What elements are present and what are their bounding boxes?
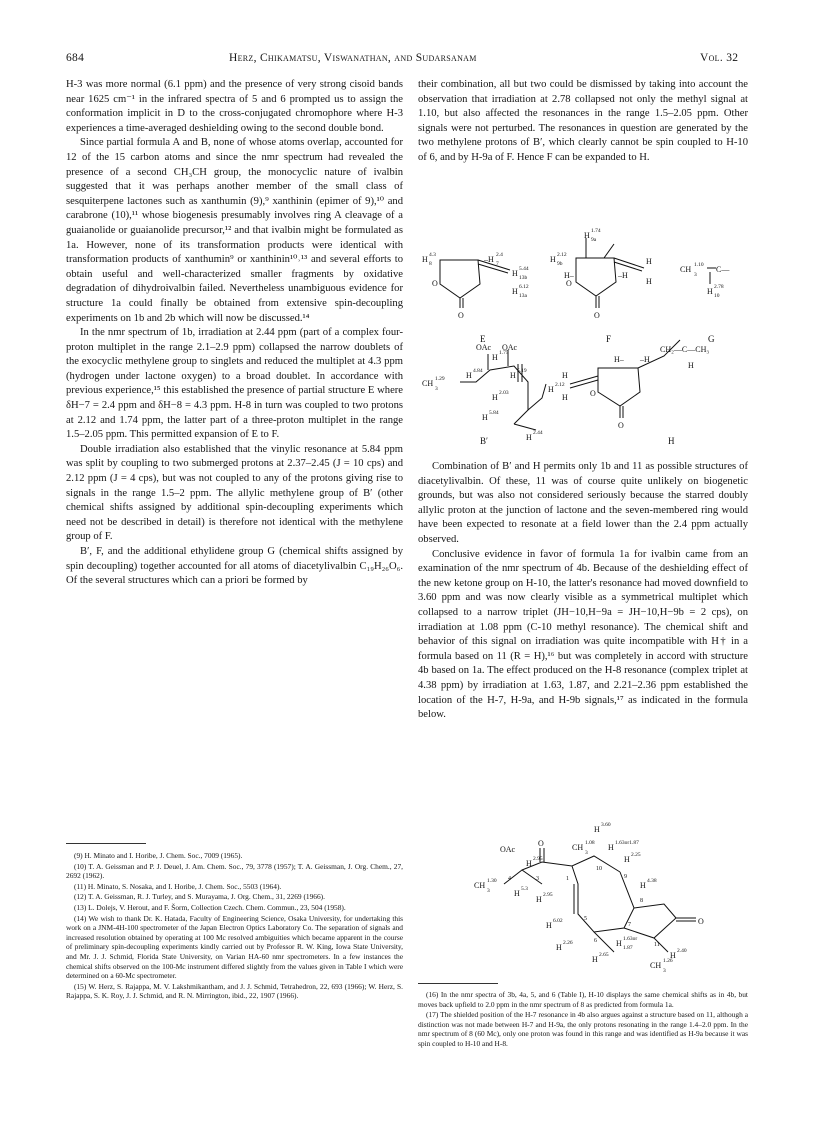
svg-text:1.63or: 1.63or [623,936,638,942]
svg-text:5.3: 5.3 [521,886,528,892]
svg-text:H: H [594,825,600,834]
svg-text:13b: 13b [519,275,528,281]
svg-text:1.26: 1.26 [663,958,673,964]
svg-text:O: O [538,839,544,848]
figure-label-bprime: B′ [480,436,488,446]
svg-text:1.10: 1.10 [694,262,704,268]
svg-text:O: O [432,279,438,288]
svg-text:H: H [624,855,630,864]
svg-text:3: 3 [435,386,438,392]
paragraph: In the nmr spectrum of 1b, irradiation at 2.44 ppm (part of a complex four-proton multiplet in the range 2.1–2.9 ppm) collapsed the narrow doublets of the exocyclic methylene group to singlets and reduced the multiplet at 4.3 ppm (hydrogen under lactone oxygen) to a broad doublet. In accordance with previous experience,¹⁵ this established the presence of partial structure E where δH−7 = 2.4 ppm and δH−8 = 4.3 ppm. H-8 in turn was coupled to two protons at 2.12 and 1.74 ppm, the latter part of a three-proton multiplet in the range 1.5–2.05 ppm. This permitted expansion of E to F. [66,327,403,441]
figure-label-g: G [708,334,715,344]
svg-text:O: O [590,389,596,398]
svg-text:2.03: 2.03 [499,390,509,396]
svg-text:H: H [482,413,488,422]
structures-figure [418,228,758,448]
svg-text:5.44: 5.44 [519,266,529,272]
svg-text:5.19: 5.19 [517,368,527,374]
svg-text:2.12: 2.12 [555,382,565,388]
svg-text:O: O [566,279,572,288]
footnotes-right [418,990,748,1050]
paragraph: Double irradiation also established that the vinylic resonance at 5.84 ppm was split by coupling to two submerged protons at 2.37–2.45 (J = 10 cps) and 2.12 ppm (J = 4 cps), but was not coupled to any of the protons giving rise to signals in the range 1.5–2 ppm. The allylic methylene group of B′ (other chemical shifts assigned by additional spin-decoupling experiments which need not be described in detail) is therefore not identical with the methylene group of F. [66,443,403,543]
svg-text:H: H [546,921,552,930]
svg-text:H: H [536,895,542,904]
footnote: (16) In the nmr spectra of 3b, 4a, 5, and 6 (Table I), H-10 displays the same chemical shifts as in 4b, but moves back upfield to 2.0 ppm in the nmr spectrum of 8 as predicted from formula 1a. [418,990,748,1009]
svg-text:H: H [562,371,568,380]
paragraph: Since partial formula A and B, none of whose atoms overlap, accounted for 12 of the 15 carbon atoms and since the nmr spectrum had revealed the presence of a second CH₃CH group, the monocyclic nature of ivalbin suggested that it was perhaps another member of the small class of sesquiterpene lactones such as xanthumin (9),⁹ xanthinin (epimer of 9),¹⁰ and carabrone (10),¹¹ whose biogenesis presumably involves ring A cleavage of a guaianolide or guaianolide precursor,¹² and that ivalbin might be formulated as 1a. However, none of its transformation products were identical with transformation products of xanthumin⁹ or xanthinin¹⁰˒¹³ and several efforts to obtain useful and well-characterized smaller fragments by oxidative degradation of dihydroivalbin failed. Nevertheless unambiguous evidence for structure 1a could finally be obtained from extensive spin-decoupling experiments on 1b and 2b which will now be discussed.¹⁴ [66,137,403,324]
svg-text:H: H [640,881,646,890]
svg-text:2.25: 2.25 [631,852,641,858]
svg-text:H: H [510,371,516,380]
right-column-mid [418,460,748,723]
svg-text:H: H [608,843,614,852]
svg-text:9: 9 [624,874,627,880]
svg-text:2.65: 2.65 [599,952,609,958]
svg-text:H–: H– [614,355,624,364]
footnote: (13) L. Dolejs, V. Herout, and F. Šorm, Collection Czech. Chem. Commun., 23, 504 (1958). [74,902,346,912]
svg-text:3: 3 [585,850,588,856]
svg-text:H: H [707,287,713,296]
page-number: 684 [66,52,85,64]
svg-text:O: O [594,311,600,320]
svg-text:OAc: OAc [500,845,516,854]
svg-text:6: 6 [594,938,597,944]
footnote: (9) H. Minato and I. Horibe, J. Chem. Soc., 7009 (1965). [74,851,243,860]
svg-text:H: H [670,951,676,960]
svg-text:1.63or1.87: 1.63or1.87 [615,840,639,846]
svg-text:H: H [584,231,590,240]
right-column-top [418,78,748,166]
svg-text:H: H [512,287,518,296]
svg-text:–H: –H [640,355,650,364]
svg-text:O: O [618,421,624,430]
svg-text:1.74: 1.74 [591,228,601,234]
svg-text:2.4: 2.4 [496,252,503,258]
svg-text:OAc: OAc [502,343,518,352]
structure-4b-figure [474,822,744,972]
svg-text:11: 11 [654,942,660,948]
footnotes-left [66,851,403,1002]
svg-text:6.02: 6.02 [553,918,563,924]
svg-text:8: 8 [429,261,432,267]
svg-text:H: H [562,393,568,402]
svg-text:7: 7 [496,261,499,267]
svg-text:1.75: 1.75 [499,350,509,356]
svg-text:10: 10 [596,866,602,872]
svg-text:–H: –H [484,255,494,264]
footnote: (10) T. A. Geissman and P. J. Deuel, J. Am. Chem. Soc., 79, 3778 (1957); T. A. Geissman, J. Org. Chem., 27, 2692 (1962). [66,861,403,881]
volume: Vol. 32 [700,52,739,64]
svg-text:4: 4 [508,876,511,882]
svg-text:3.60: 3.60 [601,822,611,828]
footnote: (14) We wish to thank Dr. K. Hatada, Faculty of Engineering Science, Osaka University, for undertaking this work on a JNM-4H-100 spectrometer of the Japan Electron Optics Laboratory Co. The separation of signals and increased resolution obtained by operating at 100 Mc resolved ambiguities which became apparent in the course of preliminary spin-decoupling experiments kindly carried out by Professor R. W. King, Iowa State University, and Mr. J. J. Schmid, Florida State University, on Varian HA-60 nmr spectrometers. In a few instances the chemical shifts observed on the 100-Mc instrument differed slightly from the values given in Table I which were determined on a 60-Mc spectrometer. [66,913,403,981]
svg-text:C—: C— [716,265,730,274]
svg-text:H: H [422,255,428,264]
svg-text:H: H [646,277,652,286]
running-title: Herz, Chikamatsu, Viswanathan, and Sudarsanam [229,52,477,64]
footnote: (17) The shielded position of the H-7 resonance in 4b also argues against a structure based on 11, although a distinction was not made between H-7 and H-9a, the only protons resonating in the range 1.4–2.0 ppm. In the nmr spectrum of 8 (60 Mc), only one proton was found in this range and was identified as H-9a because it was spin coupled to H-10 and H-8. [418,1010,748,1048]
svg-text:H: H [526,433,532,442]
svg-text:H: H [592,955,598,964]
svg-text:H: H [492,353,498,362]
svg-text:H: H [646,257,652,266]
svg-text:H: H [548,385,554,394]
svg-text:H: H [526,859,532,868]
paragraph: their combination, all but two could be dismissed by taking into account the observation that irradiation at 2.78 collapsed not only the methyl signal at 1.10, but also affected the resonances in the range 1.5–2.05 ppm. Other signals were not perturbed. The resonances in question are generated by the two methylene protons of B′, which clearly cannot be spin coupled to H-10 of 6, and by H-9a of F. Hence F can be expanded to H. [418,79,748,163]
figure-label-f: F [606,334,612,344]
svg-text:1.30: 1.30 [487,878,497,884]
svg-text:2.12: 2.12 [557,252,567,258]
svg-text:H: H [616,939,622,948]
svg-text:1.29: 1.29 [435,376,445,382]
svg-text:H: H [514,889,520,898]
svg-text:H: H [512,269,518,278]
footnote: (15) W. Herz, S. Rajappa, M. V. Lakshmikantham, and J. J. Schmid, Tetrahedron, 22, 693 (1966); W. Herz, S. Rajappa, S. K. Roy, J. J. Schmid, and R. N. Mirrington, ibid., 22, 1907 (1966). [66,981,403,1001]
paragraph: B′, F, and the additional ethylidene group G (chemical shifts assigned by spin decoupling) together accounted for all atoms of diacetylivalbin C₁₉H₂₆O₆. Of the several structures which can a priori be formed by [66,546,403,587]
svg-text:CH: CH [474,881,486,890]
svg-text:CH₂—C—CH₃: CH₂—C—CH₃ [660,345,710,354]
svg-text:CH: CH [650,961,662,970]
svg-text:7: 7 [628,922,631,928]
svg-text:CH: CH [422,379,434,388]
svg-text:3: 3 [487,888,490,894]
svg-text:O: O [458,311,464,320]
svg-text:H: H [550,255,556,264]
svg-text:1.08: 1.08 [585,840,595,846]
svg-text:2.40: 2.40 [677,948,687,954]
svg-text:H: H [492,393,498,402]
svg-text:2.95: 2.95 [543,892,553,898]
svg-text:4.3: 4.3 [429,252,436,258]
svg-text:6.12: 6.12 [519,284,529,290]
svg-text:1: 1 [566,876,569,882]
paragraph: Combination of B′ and H permits only 1b and 11 as possible structures of diacetylivalbin. Of these, 11 was of course quite unlikely on biogenetic grounds, but was also not considered seriously because the starred doubly allylic proton at the junction of lactone and the seven-membered ring would have been expected to resonate at a field lower than the 2.4 ppm actually observed. [418,461,748,545]
svg-text:3: 3 [536,876,539,882]
svg-text:13a: 13a [519,293,527,299]
footnote: (11) H. Minato, S. Nosaka, and I. Horibe, J. Chem. Soc., 5503 (1964). [74,881,282,891]
footnote-rule-left [66,843,146,844]
svg-text:5.84: 5.84 [489,410,499,416]
svg-text:OAc: OAc [476,343,492,352]
svg-text:O: O [698,917,704,926]
svg-text:4.84: 4.84 [473,368,483,374]
svg-text:H–: H– [564,271,574,280]
svg-text:10: 10 [714,293,720,299]
svg-text:1.87: 1.87 [623,945,633,951]
footnote: (12) T. A. Geissman, R. J. Turley, and S. Murayama, J. Org. Chem., 31, 2269 (1966). [74,892,325,902]
svg-text:8: 8 [640,898,643,904]
svg-text:3: 3 [663,968,666,974]
svg-text:2.78: 2.78 [714,284,724,290]
svg-text:2.95: 2.95 [533,856,543,862]
svg-text:CH: CH [680,265,692,274]
svg-text:2.26: 2.26 [563,940,573,946]
left-column [66,78,403,589]
figure-label-h: H [668,436,675,446]
paragraph: Conclusive evidence in favor of formula 1a for ivalbin came from an examination of the nmr spectrum of 4b. Because of the deshielding effect of the new ketone group on H-10, the latter's resonance had moved downfield to 3.60 ppm and was now clearly visible as a symmetrical multiplet which collapsed to a narrow triplet (JH−10,H−9a = JH−10,H−9b = 2 cps), on irradiation at 1.08 ppm (C-10 methyl resonance). The chemical shift and behavior of this signal on irradiation was quite incompatible with H† in a formula based on 11 (R = H),¹⁶ but was completely in accord with structure 4b based on 1a. The effect produced on the H-8 resonance (complex triplet at 4.38 ppm) by irradiation at 1.63, 1.87, and 2.21–2.36 ppm established the location of the H-7, H-9a, and H-9b signals,¹⁷ as indicated in the formula below. [418,548,748,721]
footnote-rule-right [418,983,498,984]
svg-text:9a: 9a [591,237,597,243]
svg-text:5: 5 [584,916,587,922]
svg-text:9b: 9b [557,261,563,267]
svg-text:H: H [556,943,562,952]
svg-text:4.38: 4.38 [647,878,657,884]
svg-text:H: H [466,371,472,380]
paragraph: H-3 was more normal (6.1 ppm) and the presence of very strong cisoid bands near 1625 cm⁻¹ in the infrared spectra of 5 and 6 prompted us to assign the conformation implicit in D to the cross-conjugated chromophore where H-3 experiences a time-averaged deshielding owing to the second double bond. [66,79,403,134]
svg-text:CH: CH [572,843,584,852]
svg-text:2.44: 2.44 [533,430,543,436]
svg-text:–H: –H [618,271,628,280]
svg-text:3: 3 [694,272,697,278]
svg-text:H: H [688,361,694,370]
figure-label-e: E [480,334,486,344]
